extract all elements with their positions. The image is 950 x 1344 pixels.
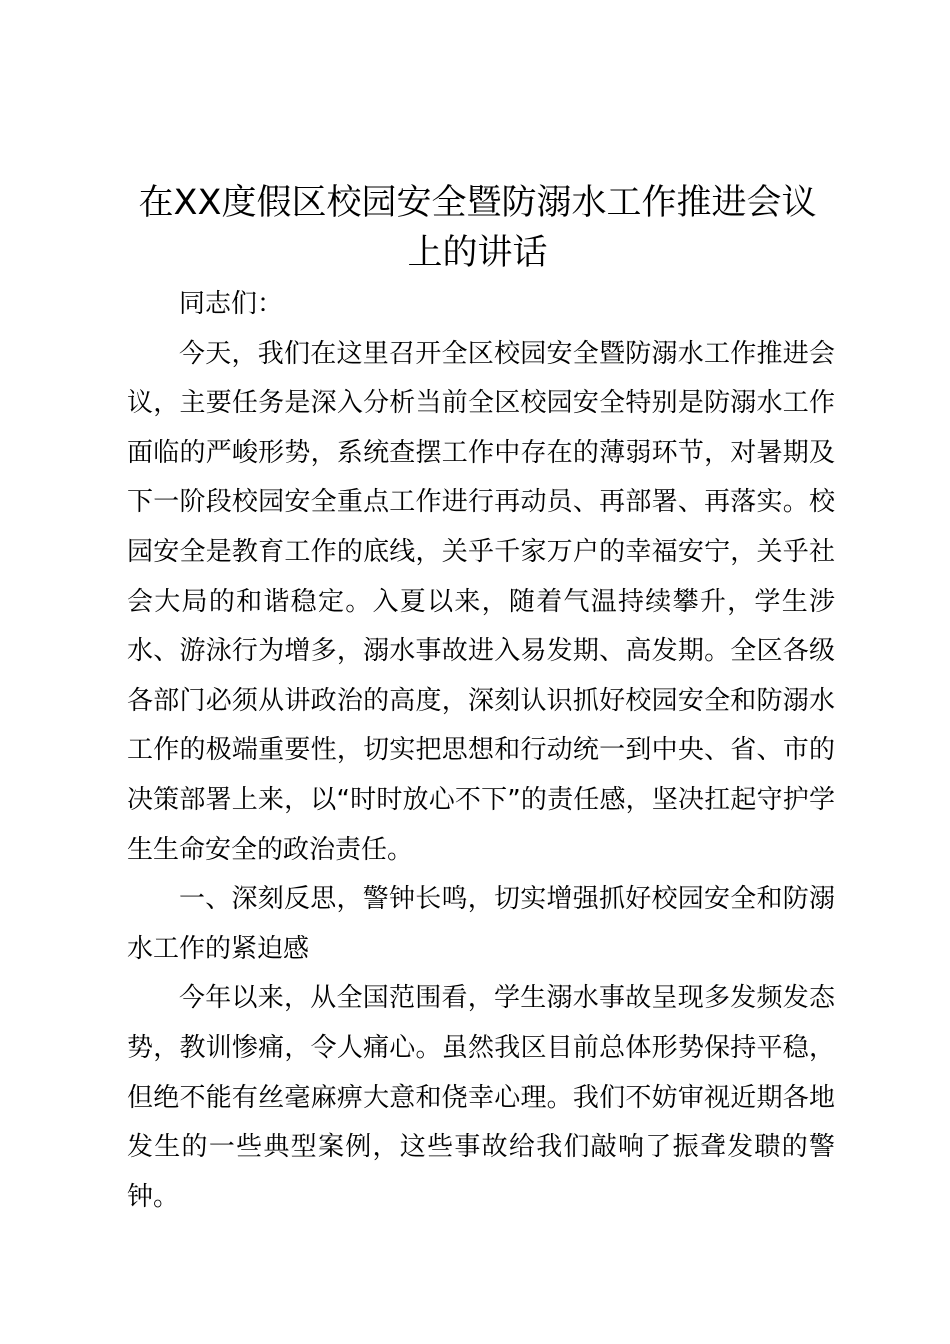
document-title bbox=[110, 178, 845, 278]
document-body bbox=[127, 280, 835, 1222]
title-line-1: 在XX度假区校园安全暨防溺水工作推进会议 bbox=[138, 183, 817, 223]
section-heading-1: 一、深刻反思，警钟长鸣，切实增强抓好校园安全和防溺水工作的紧迫感 bbox=[127, 884, 835, 964]
title-line-2: 上的讲话 bbox=[407, 233, 548, 273]
paragraph-section-1: 今年以来，从全国范围看，学生溺水事故呈现多发频发态势，教训惨痛，令人痛心。虽然我区目前总体形势保持平稳，但绝不能有丝毫麻痹大意和侥幸心理。我们不妨审视近期各地发生的一些典型案例，这些事故给我们敲响了振聋发聩的警钟。 bbox=[127, 983, 835, 1212]
paragraph-intro: 今天，我们在这里召开全区校园安全暨防溺水工作推进会议，主要任务是深入分析当前全区校园安全特别是防溺水工作面临的严峻形势，系统查摆工作中存在的薄弱环节，对暑期及下一阶段校园安全重点工作进行再动员、再部署、再落实。校园安全是教育工作的底线，关乎千家万户的幸福安宁，关乎社会大局的和谐稳定。入夏以来，随着气温持续攀升，学生涉水、游泳行为增多，溺水事故进入易发期、高发期。全区各级各部门必须从讲政治的高度，深刻认识抓好校园安全和防溺水工作的极端重要性，切实把思想和行动统一到中央、省、市的决策部署上来，以“时时放心不下”的责任感，坚决扛起守护学生生命安全的政治责任。 bbox=[127, 338, 835, 865]
salutation: 同志们： bbox=[179, 289, 284, 319]
